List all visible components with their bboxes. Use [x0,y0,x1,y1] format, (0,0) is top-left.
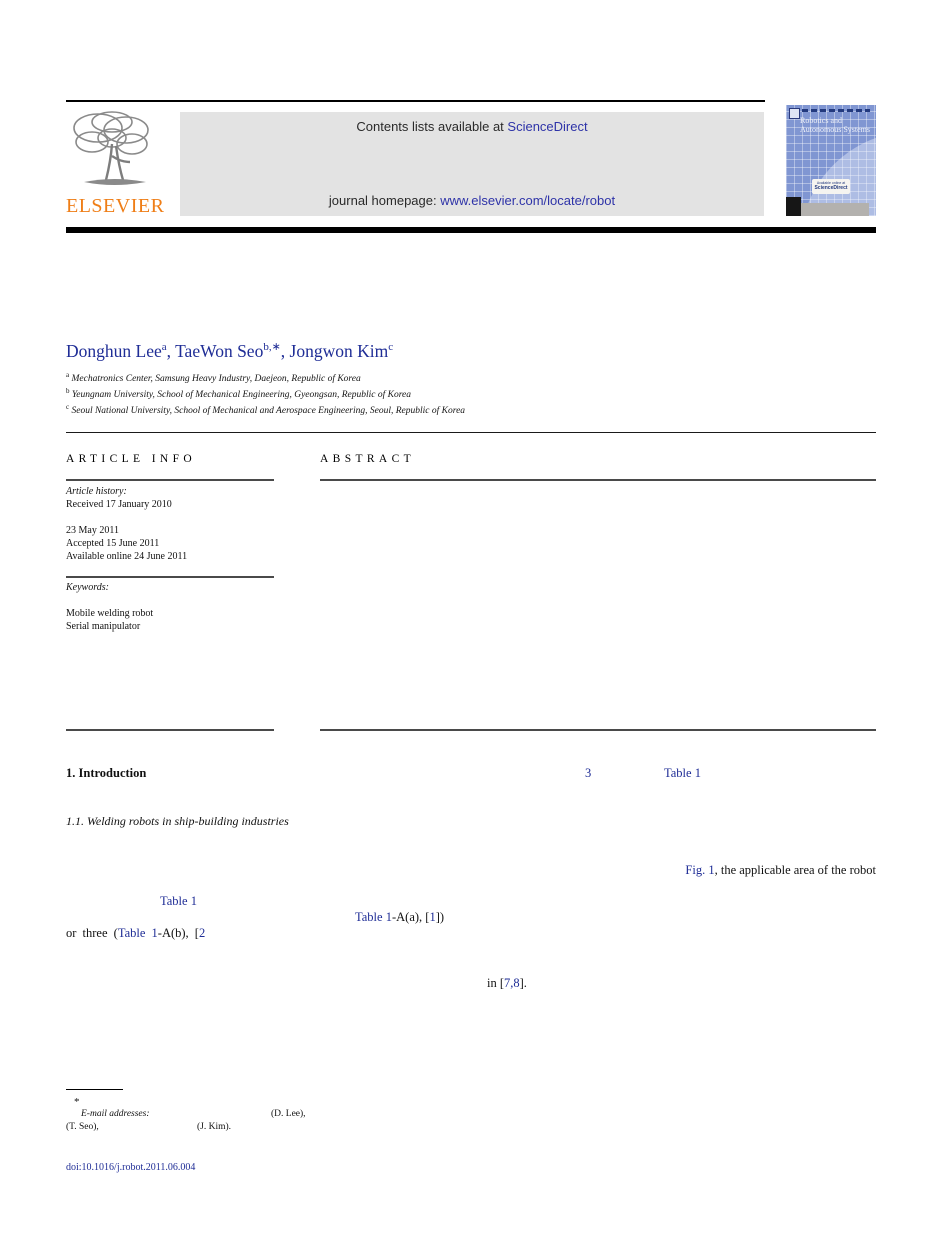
cover-sciencedirect-badge [812,179,850,194]
cover-badge-brand: ScienceDirect [814,185,848,191]
affiliation-c-sup: c [66,403,70,411]
table1-Aa-close: ]) [435,910,445,924]
affiliation-a-sup: a [66,371,70,379]
accepted-date: Accepted 15 June 2011 [66,538,160,549]
affiliation-a [66,371,361,384]
table1-Aa-reference-line [355,910,444,925]
homepage-label: journal homepage: [328,193,441,208]
table1-Ab-reference-line [66,926,205,941]
email-addresses-label: E-mail addresses: [81,1109,150,1119]
keyword-1: Mobile welding robot [66,608,154,619]
cover-badge-available-online: Available online at [816,181,846,185]
elsevier-tree-icon [68,110,160,194]
received-date: Received 17 January 2010 [66,499,172,510]
revised-date: 23 May 2011 [66,525,119,536]
affiliation-c-text: Seoul National University, School of Mechanical and Aerospace Engineering, Seoul, Republic of Korea [69,406,466,417]
cover-title-line2: Autonomous Systems [800,125,871,134]
affiliations-bottom-rule [66,432,876,433]
email-tseo-name: (T. Seo), [66,1122,99,1132]
header-top-rule [66,100,765,102]
keyword-2: Serial manipulator [66,621,141,632]
abstract-bottom-rule [320,729,876,731]
sciencedirect-link[interactable]: ScienceDirect [507,119,588,134]
affiliation-b [66,387,411,400]
author-affil-sup-3: c [388,341,394,353]
available-online-date: Available online 24 June 2011 [66,551,188,562]
author-name-1: Donghun Lee [66,340,162,361]
contents-lists-line [180,119,764,134]
email-dlee-name: (D. Lee), [271,1109,306,1119]
contents-lists-text: Contents lists available at [356,119,508,134]
cover-volume-info-decoration [802,109,870,112]
fig1-tail-text: , the applicable area of the robot [714,863,876,877]
journal-homepage-line [180,193,764,208]
article-info-top-rule [66,479,274,481]
fig1-reference-line [685,863,876,878]
footnote-rule [66,1089,123,1090]
citation-78-prefix: in [ [487,976,505,990]
table1-Ab-prefix: or three ( [66,926,118,940]
abstract-heading: ABSTRACT [320,453,416,465]
author-affil-sup-1: a [161,341,167,353]
author-name-3: Jongwon Kim [289,340,389,361]
cover-gray-bar [801,203,869,216]
ref-link-table-1[interactable]: Table 1 [664,766,701,780]
journal-header-box [180,112,764,216]
elsevier-logo[interactable] [66,110,165,218]
citation-78-link[interactable]: 7,8 [504,976,520,990]
email-jkim-name: (J. Kim). [197,1122,232,1132]
footnote-asterisk: * [74,1096,80,1108]
citation-1-link[interactable]: 1 [429,910,436,924]
fig1-link[interactable]: Fig. 1 [685,863,715,877]
authors-line [66,340,393,362]
cover-journal-title [800,116,870,134]
ref-link-page-3[interactable]: 3 [585,766,592,780]
table1-Ab-link[interactable]: Table 1 [117,926,158,940]
article-info-heading: ARTICLE INFO [66,453,197,465]
abstract-top-rule [320,479,876,481]
keywords-label: Keywords: [66,582,109,593]
journal-homepage-link[interactable]: www.elsevier.com/locate/robot [440,193,616,208]
author-affil-sup-2: b,∗ [263,341,281,353]
author-separator: , [280,340,290,361]
affiliation-c [66,403,465,416]
affiliation-b-text: Yeungnam University, School of Mechanical Engineering, Gyeongsan, Republic of Korea [69,390,412,401]
header-separator-bar [66,227,876,233]
section-heading-introduction: 1. Introduction [66,766,147,780]
table1-Aa-link[interactable]: Table 1 [355,910,392,924]
article-history-label: Article history: [66,486,127,497]
author-name-2: TaeWon Seo [175,340,264,361]
affiliation-a-text: Mechatronics Center, Samsung Heavy Industry, Daejeon, Republic of Korea [69,374,361,385]
article-info-bottom-rule [66,729,274,731]
cover-black-block [786,197,801,216]
table1-Ab-mid: -A(b), [ [157,926,199,940]
journal-cover-thumbnail[interactable] [786,105,876,216]
citation-78-close: ]. [519,976,527,990]
table1-link-solo[interactable]: Table 1 [160,894,197,908]
doi-link[interactable]: doi:10.1016/j.robot.2011.06.004 [66,1162,196,1173]
keywords-top-rule [66,576,274,578]
table1-Aa-mid: -A(a), [ [391,910,430,924]
citation-78-line [487,976,527,991]
affiliation-b-sup: b [66,387,70,395]
subsection-heading-welding-robots: 1.1. Welding robots in ship-building industries [66,814,289,828]
author-separator: , [166,340,176,361]
elsevier-wordmark: ELSEVIER [66,195,165,217]
cover-title-line1: Robotics and [800,116,842,125]
citation-2-link[interactable]: 2 [198,926,206,940]
cover-logo-icon [789,108,800,119]
